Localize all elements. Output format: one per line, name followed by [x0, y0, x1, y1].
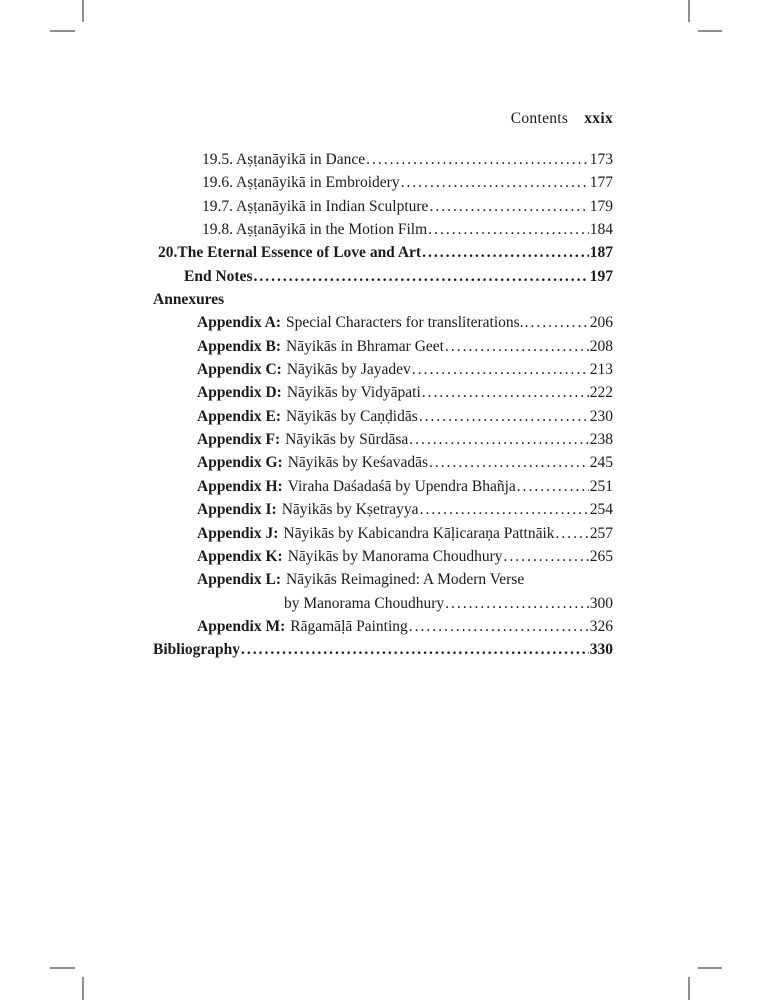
toc-page-number: 238 — [589, 431, 613, 449]
table-of-contents — [153, 148, 613, 662]
dot-leader — [422, 381, 589, 404]
toc-entry-label: 19.7. Aṣṭanāyikā in Indian Sculpture — [202, 197, 429, 215]
toc-entry-label: 19.8. Aṣṭanāyikā in the Motion Film — [202, 221, 428, 239]
crop-mark-bottom-left-vertical — [82, 977, 84, 1000]
appendix-title: Nāyikās by Keśavadās — [287, 454, 429, 472]
toc-entry-label — [197, 428, 408, 451]
appendix-prefix: Appendix J: — [197, 524, 279, 542]
toc-entry-label: 19.5. Aṣṭanāyikā in Dance — [202, 151, 366, 168]
appendix-title: Nāyikās in Bhramar Geet — [286, 337, 444, 355]
appendix-prefix: Appendix M: — [197, 617, 286, 635]
toc-entry-appendix — [153, 335, 613, 358]
toc-entry — [153, 218, 613, 241]
toc-page-number: 330 — [589, 641, 613, 659]
dot-leader — [409, 428, 589, 451]
chapter-number: 20. — [158, 244, 178, 262]
toc-entry-appendix — [153, 498, 613, 521]
toc-entry-label: by Manorama Choudhury — [284, 594, 445, 612]
dot-leader — [445, 335, 589, 358]
toc-entry-label — [197, 568, 524, 591]
crop-mark-top-left-vertical — [82, 0, 84, 22]
crop-mark-bottom-right-vertical — [688, 977, 690, 1000]
toc-entry-label: 19.6. Aṣṭanāyikā in Embroidery — [202, 174, 400, 192]
appendix-prefix: Appendix D: — [197, 384, 282, 402]
appendix-prefix: Appendix H: — [197, 477, 283, 495]
toc-entry-appendix — [153, 475, 613, 498]
toc-entry-appendix — [153, 428, 613, 451]
toc-entry-label — [197, 522, 555, 545]
appendix-title: Nāyikās by Caṇḍidās — [286, 407, 418, 425]
dot-leader — [429, 195, 588, 218]
appendix-prefix: Appendix L: — [197, 571, 281, 589]
toc-page-number: 208 — [589, 337, 613, 355]
toc-entry — [153, 171, 613, 194]
toc-entry-end-notes — [153, 265, 613, 288]
appendix-prefix: Appendix E: — [197, 407, 281, 425]
dot-leader — [445, 592, 589, 615]
appendix-prefix: Appendix K: — [197, 547, 283, 565]
appendix-title: Nāyikās Reimagined: A Modern Verse — [286, 571, 525, 589]
toc-entry-label — [197, 475, 516, 498]
toc-entry-label: Annexures — [153, 291, 225, 309]
appendix-prefix: Appendix A: — [197, 314, 281, 332]
toc-page-number: 179 — [589, 197, 613, 215]
toc-entry-appendix — [153, 522, 613, 545]
toc-page-number: 177 — [589, 174, 613, 192]
dot-leader — [409, 615, 589, 638]
toc-page-number: 187 — [589, 244, 613, 262]
appendix-title: Nāyikās by Manorama Choudhury — [287, 547, 503, 565]
toc-entry-continuation — [153, 592, 613, 615]
dot-leader — [517, 475, 589, 498]
toc-entry-appendix — [153, 311, 613, 334]
dot-leader — [429, 451, 589, 474]
toc-page-number: 257 — [589, 524, 613, 542]
appendix-title: Nāyikās by Vidyāpati — [286, 384, 421, 402]
toc-page-number: 300 — [589, 594, 613, 612]
toc-entry-label: The Eternal Essence of Love and Art — [177, 244, 422, 262]
crop-mark-top-left-horizontal — [50, 30, 75, 32]
toc-entry-label: End Notes — [184, 267, 253, 285]
dot-leader — [401, 171, 589, 194]
appendix-title: Nāyikās by Sūrdāsa — [285, 431, 409, 449]
toc-page-number: 173 — [589, 151, 613, 168]
dot-leader — [419, 405, 589, 428]
dot-leader — [422, 241, 589, 264]
toc-entry-label — [197, 451, 428, 474]
dot-leader — [253, 265, 588, 288]
toc-section-heading-annexures — [153, 288, 613, 311]
toc-entry-appendix — [153, 615, 613, 638]
toc-page-number: 197 — [589, 267, 613, 285]
dot-leader — [412, 358, 589, 381]
toc-entry-appendix — [153, 381, 613, 404]
appendix-prefix: Appendix I: — [197, 501, 277, 519]
toc-entry-label — [197, 311, 524, 334]
crop-mark-top-right-vertical — [688, 0, 690, 22]
toc-entry-label: Bibliography — [153, 641, 240, 659]
toc-page-number: 245 — [589, 454, 613, 472]
toc-entry-label — [197, 335, 444, 358]
toc-entry-label — [197, 405, 418, 428]
toc-page-number: 326 — [589, 617, 613, 635]
toc-entry-label — [197, 498, 419, 521]
crop-mark-top-right-horizontal — [698, 30, 722, 32]
running-head-title: Contents — [510, 110, 569, 127]
toc-entry-appendix — [153, 451, 613, 474]
dot-leader — [504, 545, 589, 568]
toc-entry — [153, 148, 613, 171]
appendix-title: Viraha Daśadaśā by Upendra Bhañja — [287, 477, 516, 495]
toc-entry-appendix — [153, 405, 613, 428]
toc-entry-appendix — [153, 358, 613, 381]
appendix-prefix: Appendix F: — [197, 431, 281, 449]
toc-page-number: 251 — [589, 477, 613, 495]
toc-entry-label — [197, 545, 503, 568]
appendix-prefix: Appendix C: — [197, 361, 282, 379]
running-head — [511, 110, 613, 128]
toc-entry-chapter — [153, 241, 613, 264]
crop-mark-bottom-left-horizontal — [50, 967, 75, 969]
appendix-title: Rāgamāḷā Painting — [290, 617, 408, 635]
appendix-prefix: Appendix B: — [197, 337, 281, 355]
appendix-title: Nāyikās by Kṣetrayya — [281, 501, 419, 519]
toc-page-number: 213 — [589, 361, 613, 379]
dot-leader — [241, 638, 589, 661]
toc-page-number: 230 — [589, 407, 613, 425]
toc-page-number: 184 — [589, 221, 613, 239]
dot-leader — [428, 218, 589, 241]
dot-leader — [366, 148, 589, 171]
appendix-title: Nāyikās by Kabicandra Kāḷicaraṇa Pattnāik — [283, 524, 555, 542]
toc-page-number: 206 — [589, 314, 613, 332]
toc-page-number: 254 — [589, 501, 613, 519]
toc-entry-appendix — [153, 545, 613, 568]
toc-entry-label — [197, 381, 421, 404]
dot-leader — [556, 522, 589, 545]
toc-entry-label — [197, 615, 408, 638]
toc-entry — [153, 195, 613, 218]
folio-page-number: xxix — [584, 110, 613, 127]
appendix-title: Nāyikās by Jayadev — [286, 361, 411, 379]
toc-entry-bibliography — [153, 638, 613, 661]
appendix-title: Special Characters for transliterations. — [286, 314, 524, 332]
appendix-prefix: Appendix G: — [197, 454, 283, 472]
toc-entry-label — [197, 358, 411, 381]
toc-entry-appendix — [153, 568, 613, 591]
toc-page-number: 265 — [589, 547, 613, 565]
dot-leader — [525, 311, 589, 334]
dot-leader — [420, 498, 589, 521]
toc-page-number: 222 — [589, 384, 613, 402]
crop-mark-bottom-right-horizontal — [698, 967, 722, 969]
